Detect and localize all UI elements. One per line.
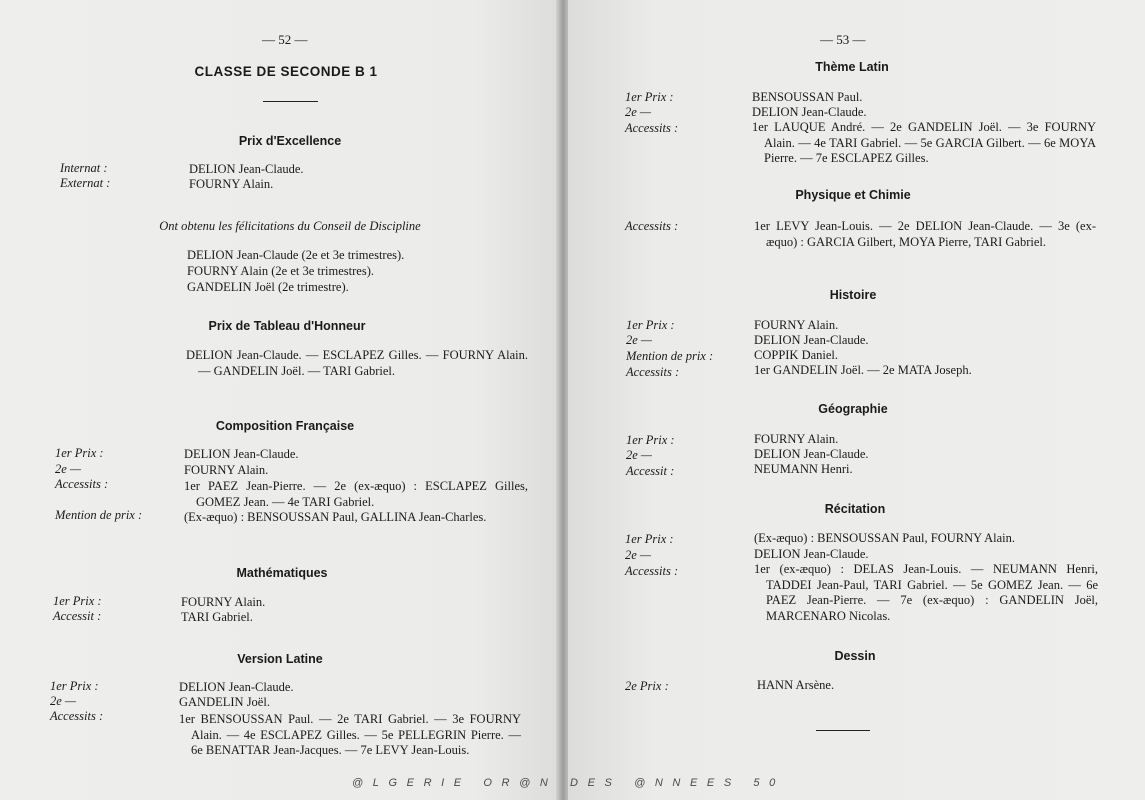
row-text: FOURNY Alain. (754, 432, 839, 446)
row-label: 1er Prix : (625, 532, 674, 546)
row-text: DELION Jean-Claude. (189, 162, 304, 176)
row-text: FOURNY Alain. (184, 463, 269, 477)
section-title-recitation: Récitation (824, 502, 886, 516)
row-label: Mention de prix : (55, 508, 143, 522)
row-label: 1er Prix : (55, 446, 104, 460)
section-title-geographie: Géographie (818, 402, 888, 416)
row-text: FOURNY Alain. (181, 595, 266, 609)
page-number: — 52 — (262, 32, 308, 47)
row-label: Externat : (60, 176, 111, 190)
row-text: DELION Jean-Claude. (752, 105, 867, 119)
row-label: Accessits : (625, 564, 679, 578)
row-text: FOURNY Alain. (754, 318, 839, 332)
row-label: 2e — (50, 694, 77, 708)
row-label: 2e Prix : (625, 679, 669, 693)
row-text: TARI Gabriel. (181, 610, 253, 624)
row-text: 1er (ex-æquo) : DELAS Jean-Louis. — NEUMANN Henri, TADDEI Jean-Paul, TARI Gabriel. — 5e GOMEZ Jean. — 6e PAEZ Jean-Pierre. — 7e (ex-æquo) : GANDELIN Joël, MARCENARO Nicolas. (754, 562, 1098, 623)
row-text: 1er LAUQUE André. — 2e GANDELIN Joël. — 3e FOURNY Alain. — 4e TARI Gabriel. — 5e GARCIA Gilbert. — 6e MOYA Pierre. — 7e ESCLAPEZ Gilles. (752, 120, 1096, 165)
row-text: COPPIK Daniel. (754, 348, 839, 362)
section-title-version-latine: Version Latine (237, 652, 323, 666)
row-text: FOURNY Alain. (189, 177, 274, 191)
row-label: 2e — (625, 548, 652, 562)
row-text: DELION Jean-Claude. (754, 333, 869, 347)
row-text: NEUMANN Henri. (754, 462, 853, 476)
end-rule (816, 730, 870, 731)
row-label: Mention de prix : (626, 349, 714, 363)
row-text: 1er BENSOUSSAN Paul. — 2e TARI Gabriel. — 3e FOURNY Alain. — 4e ESCLAPEZ Gilles. — 5e PELLEGRIN Pierre. — 6e BENATTAR Jean-Jacques. — 7e LEVY Jean-Louis. (179, 712, 521, 757)
section-title-physique: Physique et Chimie (795, 188, 911, 202)
row-label: 1er Prix : (626, 433, 675, 447)
row-label: 2e — (625, 105, 652, 119)
row-text: 1er LEVY Jean-Louis. — 2e DELION Jean-Claude. — 3e (ex-æquo) : GARCIA Gilbert, MOYA Pierre, TARI Gabriel. (754, 219, 1096, 249)
row-text: DELION Jean-Claude. (754, 547, 869, 561)
row-text: DELION Jean-Claude. (184, 447, 299, 461)
row-text: 1er PAEZ Jean-Pierre. — 2e (ex-æquo) : ESCLAPEZ Gilles, GOMEZ Jean. — 4e TARI Gabriel. (184, 479, 528, 509)
class-title: CLASSE DE SECONDE B 1 (194, 64, 378, 79)
row-text: BENSOUSSAN Paul. (752, 90, 863, 104)
section-title-histoire: Histoire (829, 288, 877, 302)
row-label: Accessit : (53, 609, 102, 623)
list-item: DELION Jean-Claude (2e et 3e trimestres). (187, 248, 405, 262)
row-label: 2e — (626, 448, 653, 462)
left-page (0, 0, 560, 800)
right-page (568, 0, 1145, 800)
row-text: HANN Arsène. (757, 678, 835, 692)
row-label: 2e — (55, 462, 82, 476)
row-label: Accessit : (626, 464, 675, 478)
divider-rule (263, 101, 318, 102)
section-title-theme-latin: Thème Latin (815, 60, 889, 74)
section-title-tableau: Prix de Tableau d'Honneur (208, 319, 366, 333)
row-text: DELION Jean-Claude. (754, 447, 869, 461)
section-title-felicitations: Ont obtenu les félicitations du Conseil de Discipline (159, 219, 421, 233)
row-label: 2e — (626, 333, 653, 347)
row-label: 1er Prix : (625, 90, 674, 104)
row-text: (Ex-æquo) : BENSOUSSAN Paul, GALLINA Jean-Charles. (184, 510, 487, 524)
row-label: 1er Prix : (626, 318, 675, 332)
watermark-text: @LGERIE OR@N DES @NNEES 50 (352, 777, 785, 789)
row-label: 1er Prix : (53, 594, 102, 608)
row-label: Accessits : (626, 365, 680, 379)
row-label: Accessits : (55, 477, 109, 491)
row-label: Accessits : (50, 709, 104, 723)
section-title-francaise: Composition Française (215, 419, 355, 433)
section-title-maths: Mathématiques (236, 566, 328, 580)
row-text: 1er GANDELIN Joël. — 2e MATA Joseph. (754, 363, 972, 377)
row-label: Internat : (60, 161, 108, 175)
row-label: Accessits : (625, 121, 679, 135)
paragraph: DELION Jean-Claude. — ESCLAPEZ Gilles. — FOURNY Alain. — GANDELIN Joël. — TARI Gabriel. (186, 348, 528, 378)
row-label: Accessits : (625, 219, 679, 233)
row-label: 1er Prix : (50, 679, 99, 693)
row-text: GANDELIN Joël. (179, 695, 270, 709)
section-title-excellence: Prix d'Excellence (238, 134, 342, 148)
page-number: — 53 — (820, 32, 866, 47)
row-text: (Ex-æquo) : BENSOUSSAN Paul, FOURNY Alain. (754, 531, 1016, 545)
row-text: DELION Jean-Claude. (179, 680, 294, 694)
section-title-dessin: Dessin (834, 649, 876, 663)
list-item: FOURNY Alain (2e et 3e trimestres). (187, 264, 374, 278)
list-item: GANDELIN Joël (2e trimestre). (187, 280, 349, 294)
